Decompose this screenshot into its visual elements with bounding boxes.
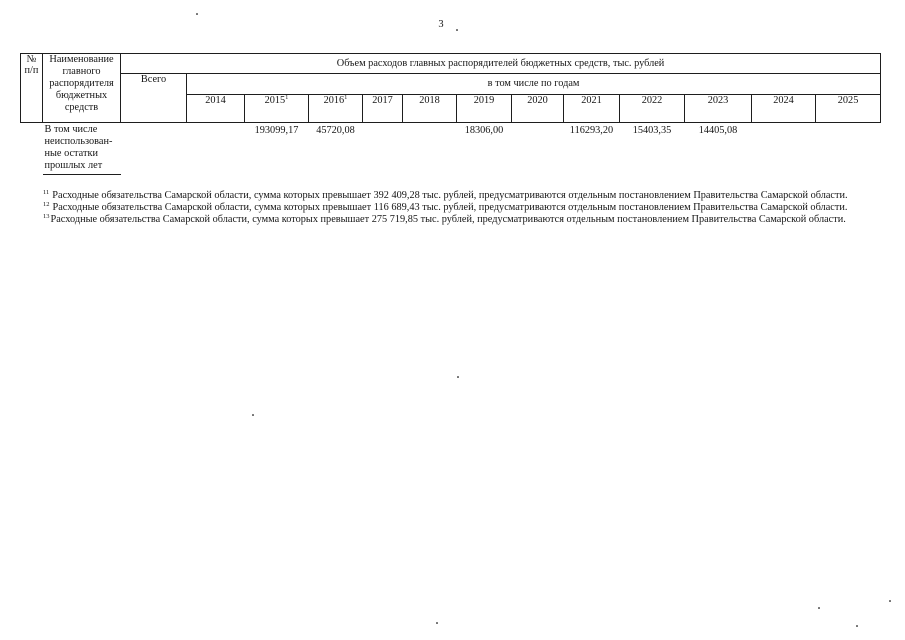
cell-value-2024 — [752, 123, 816, 175]
footnote — [43, 214, 848, 226]
column-header-year-2016 — [309, 95, 363, 123]
scan-speck — [252, 414, 254, 416]
footnote — [43, 190, 848, 202]
table-body — [21, 123, 881, 175]
column-header-year-2023 — [685, 95, 752, 123]
column-header-year-2018 — [403, 95, 457, 123]
scan-speck — [889, 600, 891, 602]
column-header-year-2024 — [752, 95, 816, 123]
year-label: 2023 — [707, 95, 729, 106]
footnote-text: Расходные обязательства Самарской области, сумма которых превышает 275 719,85 тыс. рублей, предусматриваются отдельным постановлением Правительства Самарской области. — [50, 214, 846, 225]
scan-speck — [818, 607, 820, 609]
column-header-year-2025 — [816, 95, 881, 123]
column-header-year-2020 — [512, 95, 564, 123]
cell-value-2023: 14405,08 — [698, 125, 738, 136]
header-line: № — [26, 54, 37, 65]
column-header-number — [21, 54, 43, 123]
header-line: средств — [64, 102, 99, 113]
column-header-year-2017 — [363, 95, 403, 123]
header-line: п/п — [24, 65, 39, 76]
cell-value-2025 — [816, 123, 881, 175]
cell-name — [43, 123, 121, 175]
budget-expenditure-table — [20, 53, 881, 175]
page-number: 3 — [438, 19, 444, 30]
cell-value-2020 — [512, 123, 564, 175]
column-header-year-2015 — [245, 95, 309, 123]
cell-total — [121, 123, 187, 175]
footnote — [43, 202, 848, 214]
cell-value-2021: 116293,20 — [569, 125, 614, 136]
header-line: бюджетных — [55, 90, 108, 101]
year-label: 2019 — [473, 95, 495, 106]
scan-speck — [856, 625, 858, 627]
table-header — [21, 54, 881, 123]
cell-value-2016: 45720,08 — [316, 125, 355, 136]
cell-name-line: прошлых лет — [44, 160, 103, 171]
footnote-reference: 1 — [285, 94, 289, 101]
column-group-header-years: в том числе по годам — [187, 74, 881, 95]
footnote-text: Расходные обязательства Самарской области, сумма которых превышает 392 409,28 тыс. рублей, предусматриваются отдельным постановлением Правительства Самарской области. — [52, 190, 848, 201]
column-header-total: Всего — [121, 74, 187, 123]
column-group-header-expenditure: Объем расходов главных распорядителей бюджетных средств, тыс. рублей — [121, 54, 881, 74]
cell-value-2022: 15403,35 — [632, 125, 672, 136]
footnote-mark: 13 — [43, 213, 50, 220]
footnote-mark: 12 — [43, 201, 50, 208]
scan-speck — [436, 622, 438, 624]
cell-value-2019: 18306,00 — [464, 125, 504, 136]
footnote-mark: 11 — [43, 189, 50, 196]
year-label: 2021 — [581, 95, 602, 106]
scan-speck — [457, 376, 459, 378]
year-label: 2024 — [773, 95, 794, 106]
scan-speck — [456, 29, 458, 31]
cell-name-line: В том числе — [44, 124, 98, 135]
year-label: 2017 — [372, 95, 393, 106]
footnotes — [43, 190, 848, 226]
footnote-reference: 1 — [344, 94, 348, 101]
column-header-year-2019 — [457, 95, 512, 123]
column-header-year-2021 — [564, 95, 620, 123]
year-label: 2020 — [527, 95, 548, 106]
cell-value-2015: 193099,17 — [254, 125, 299, 136]
header-line: Наименование — [49, 54, 114, 65]
header-line: распорядителя — [49, 78, 114, 89]
column-header-year-2014 — [187, 95, 245, 123]
column-header-year-2022 — [620, 95, 685, 123]
cell-number — [21, 123, 43, 175]
year-label: 2014 — [205, 95, 226, 106]
column-header-name — [43, 54, 121, 123]
footnote-text: Расходные обязательства Самарской области, сумма которых превышает 116 689,43 тыс. рублей, предусматриваются отдельным постановлением Правительства Самарской области. — [52, 202, 848, 213]
year-label: 2025 — [837, 95, 859, 106]
header-line: главного — [62, 66, 101, 77]
cell-name-line: ные остатки — [44, 148, 98, 159]
year-label: 2022 — [641, 95, 663, 106]
scan-speck — [196, 13, 198, 15]
table-row — [21, 123, 881, 175]
year-label: 2016 — [323, 95, 345, 106]
cell-value-2017 — [363, 123, 403, 175]
cell-name-line: неиспользован- — [44, 136, 113, 147]
cell-value-2018 — [403, 123, 457, 175]
year-label: 2015 — [264, 95, 286, 106]
cell-value-2014 — [187, 123, 245, 175]
year-label: 2018 — [419, 95, 440, 106]
